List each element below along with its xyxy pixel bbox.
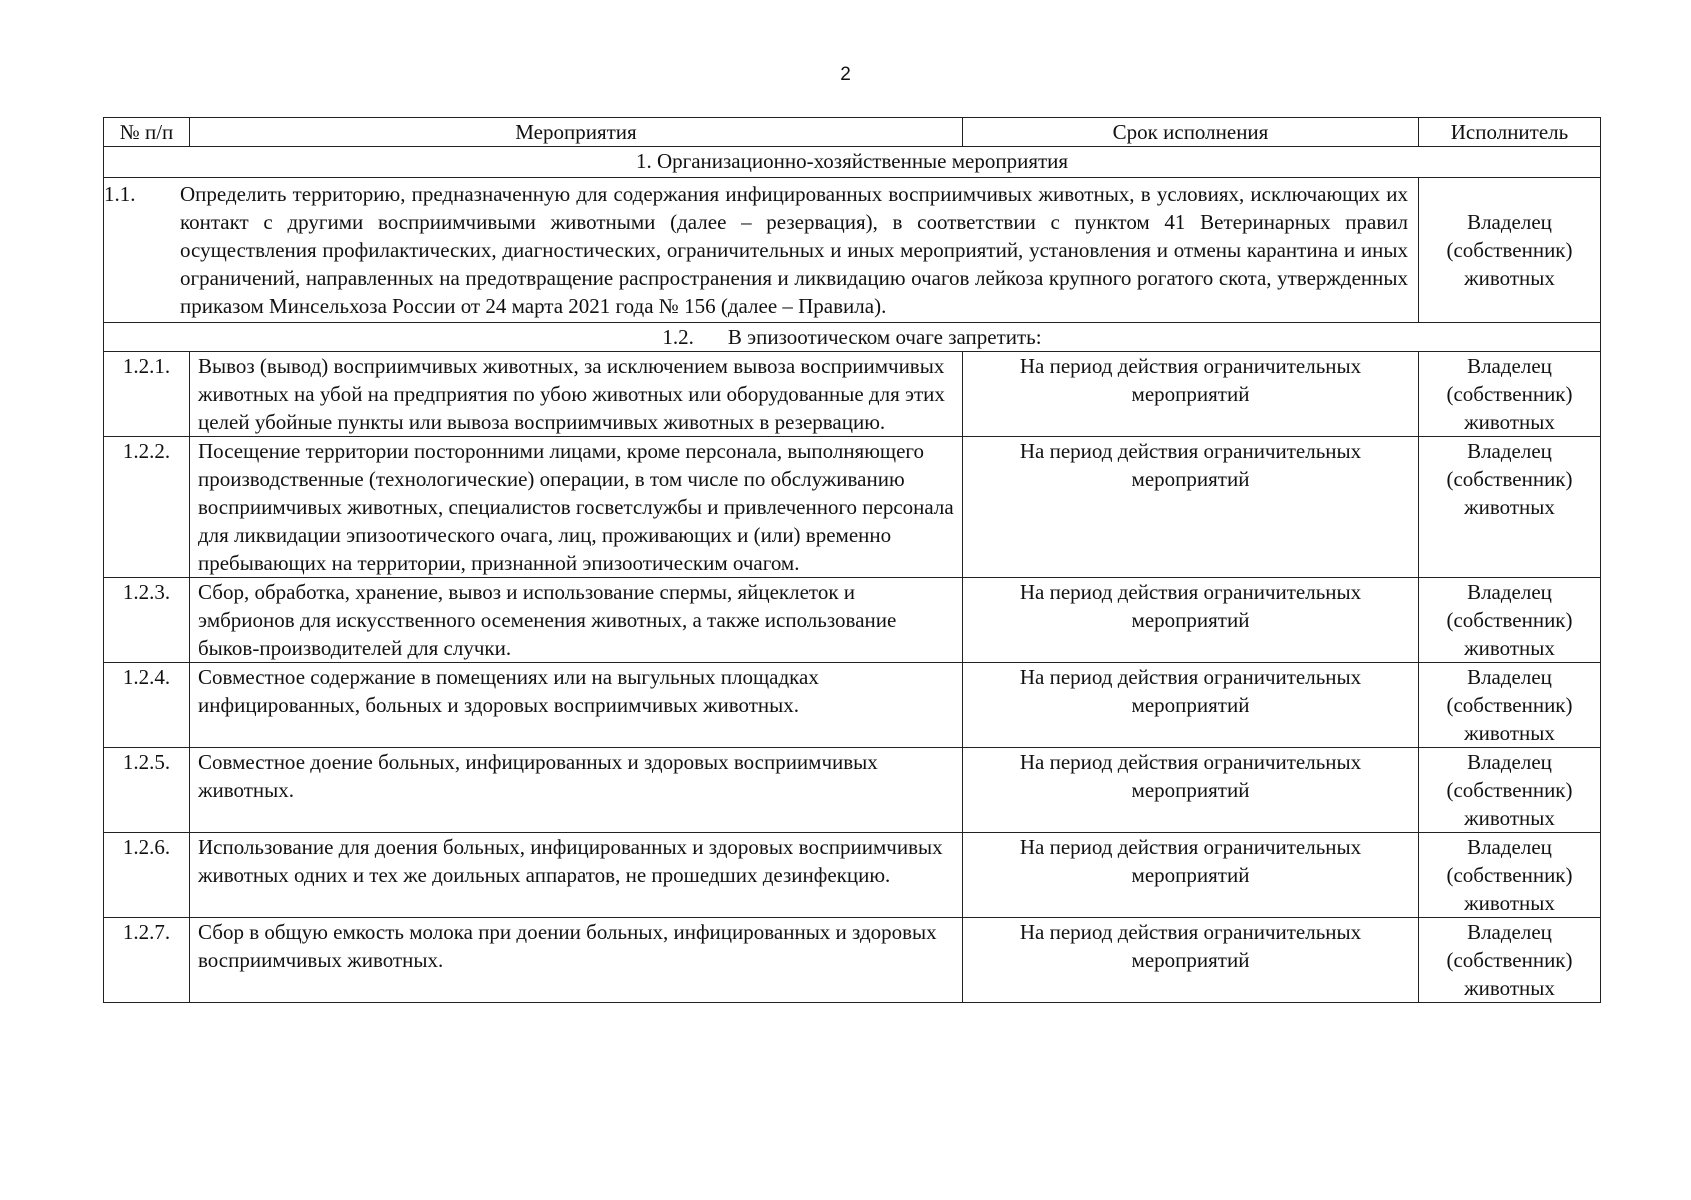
row-executor: Владелец (собственник) животных — [1419, 352, 1601, 437]
intro-number: 1.1. — [104, 182, 136, 206]
intro-cell — [104, 178, 1419, 323]
row-executor: Владелец (собственник) животных — [1419, 748, 1601, 833]
header-number: № п/п — [104, 118, 190, 147]
table-row — [104, 748, 1601, 833]
row-number: 1.2.1. — [104, 352, 190, 437]
row-activity: Посещение территории посторонними лицами, кроме персонала, выполняющего производственные (технологические) операции, в том числе по обслуживанию восприимчивых животных, специалистов госветслужбы и привлеченного персонала для ликвидации эпизоотического очага, лиц, проживающих и (или) временно пребывающих на территории, признанной эпизоотическим очагом. — [190, 437, 963, 578]
header-executor: Исполнитель — [1419, 118, 1601, 147]
row-executor: Владелец (собственник) животных — [1419, 437, 1601, 578]
table-row — [104, 578, 1601, 663]
intro-row — [104, 178, 1601, 323]
row-activity: Сбор в общую емкость молока при доении больных, инфицированных и здоровых восприимчивых животных. — [190, 918, 963, 1003]
intro-executor: Владелец (собственник) животных — [1419, 178, 1601, 323]
row-activity: Совместное содержание в помещениях или на выгульных площадках инфицированных, больных и здоровых восприимчивых животных. — [190, 663, 963, 748]
row-term: На период действия ограничительных мероприятий — [963, 663, 1419, 748]
row-activity: Сбор, обработка, хранение, вывоз и использование спермы, яйцеклеток и эмбрионов для искусственного осеменения животных, а также использование быков-производителей для случки. — [190, 578, 963, 663]
subheading-number: 1.2. — [662, 325, 694, 349]
row-term: На период действия ограничительных мероприятий — [963, 578, 1419, 663]
row-term: На период действия ограничительных мероприятий — [963, 352, 1419, 437]
row-executor: Владелец (собственник) животных — [1419, 918, 1601, 1003]
header-activity: Мероприятия — [190, 118, 963, 147]
row-term: На период действия ограничительных мероприятий — [963, 833, 1419, 918]
row-term: На период действия ограничительных мероприятий — [963, 437, 1419, 578]
subheading-row — [104, 323, 1601, 352]
row-activity: Вывоз (вывод) восприимчивых животных, за исключением вывоза восприимчивых животных на убой на предприятия по убою животных или оборудованные для этих целей убойные пункты или вывоза восприимчивых животных в резервацию. — [190, 352, 963, 437]
table-header-row — [104, 118, 1601, 147]
table-row — [104, 833, 1601, 918]
row-number: 1.2.7. — [104, 918, 190, 1003]
row-number: 1.2.6. — [104, 833, 190, 918]
subheading-text: В эпизоотическом очаге запретить: — [727, 325, 1042, 349]
row-executor: Владелец (собственник) животных — [1419, 578, 1601, 663]
page-number: 2 — [840, 64, 851, 85]
row-number: 1.2.5. — [104, 748, 190, 833]
header-term: Срок исполнения — [963, 118, 1419, 147]
row-number: 1.2.3. — [104, 578, 190, 663]
row-activity: Использование для доения больных, инфицированных и здоровых восприимчивых животных одних и тех же доильных аппаратов, не прошедших дезинфекцию. — [190, 833, 963, 918]
row-term: На период действия ограничительных мероприятий — [963, 748, 1419, 833]
section-title: 1. Организационно-хозяйственные мероприятия — [104, 147, 1601, 178]
measures-table — [103, 117, 1601, 1003]
row-activity: Совместное доение больных, инфицированных и здоровых восприимчивых животных. — [190, 748, 963, 833]
row-term: На период действия ограничительных мероприятий — [963, 918, 1419, 1003]
section-title-row — [104, 147, 1601, 178]
intro-text: Определить территорию, предназначенную для содержания инфицированных восприимчивых животных, в условиях, исключающих их контакт с другими восприимчивыми животными (далее – резервация), в соответствии с пунктом 41 Ветеринарных правил осуществления профилактических, диагностических, ограничительных и иных мероприятий, установления и отмены карантина и иных ограничений, направленных на предотвращение распространения и ликвидацию очагов лейкоза крупного рогатого скота, утвержденных приказом Минсельхоза России от 24 марта 2021 года № 156 (далее – Правила). — [180, 182, 1408, 318]
table-row — [104, 663, 1601, 748]
row-executor: Владелец (собственник) животных — [1419, 663, 1601, 748]
row-executor: Владелец (собственник) животных — [1419, 833, 1601, 918]
table-row — [104, 352, 1601, 437]
subheading-cell — [104, 323, 1601, 352]
table-row — [104, 437, 1601, 578]
table-row — [104, 918, 1601, 1003]
row-number: 1.2.4. — [104, 663, 190, 748]
row-number: 1.2.2. — [104, 437, 190, 578]
